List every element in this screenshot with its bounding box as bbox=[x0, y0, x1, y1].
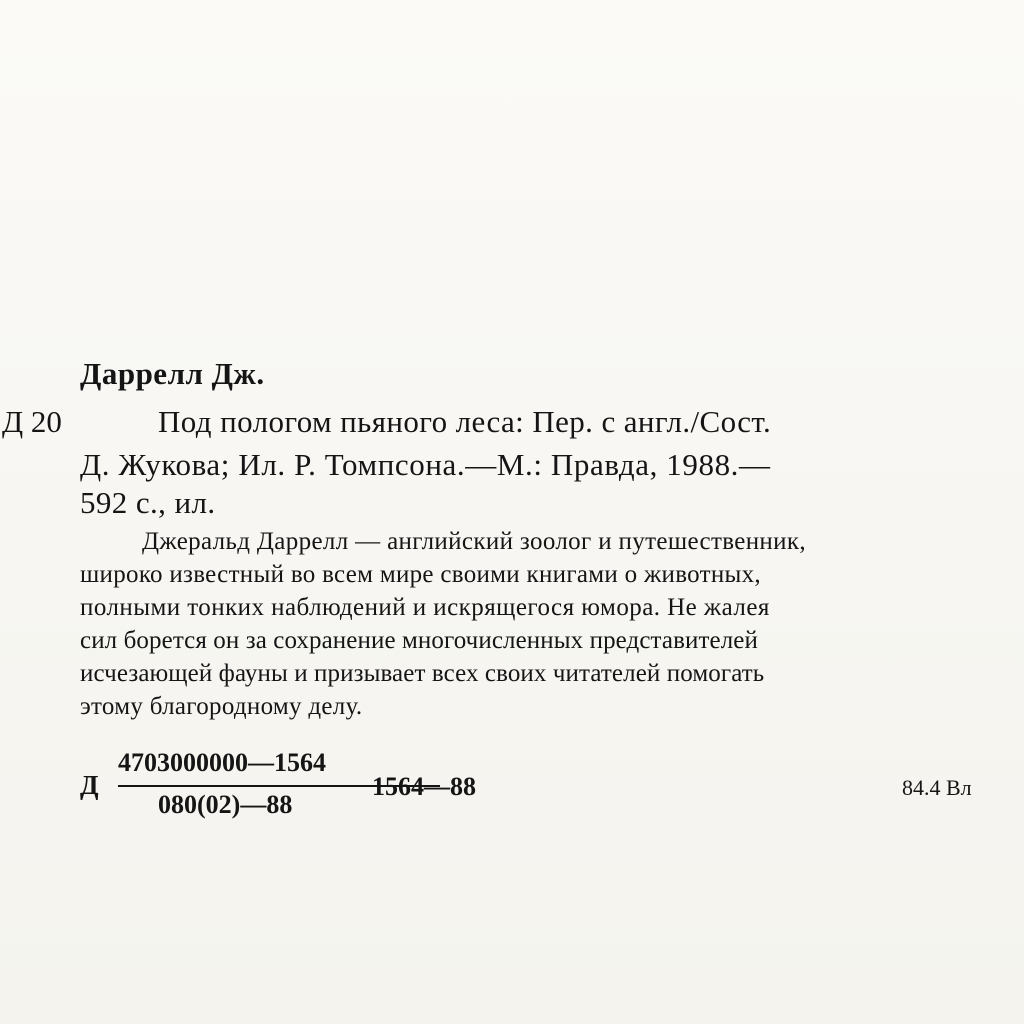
annotation-line: этому благородному делу. bbox=[80, 693, 363, 720]
imprint-suffix: 1564—88 bbox=[372, 772, 476, 801]
annotation-line: сил борется он за сохранение многочисленных представителей bbox=[80, 627, 758, 654]
annotation-line: полными тонких наблюдений и искрящегося юмора. Не жалея bbox=[80, 594, 770, 621]
bbk-code: 84.4 Вл bbox=[902, 775, 972, 800]
imprint-formula bbox=[80, 748, 500, 828]
imprint-denominator: 080(02)—88 bbox=[158, 790, 293, 819]
author-name: Даррелл Дж. bbox=[80, 356, 265, 391]
reference-line: Под пологом пьяного леса: Пер. с англ./Сост. bbox=[158, 404, 772, 439]
catalog-code: Д 20 bbox=[2, 404, 62, 439]
reference-line: 592 с., ил. bbox=[80, 485, 216, 520]
imprint-numerator: 4703000000—1564 bbox=[118, 748, 326, 777]
imprint-letter: Д bbox=[80, 770, 99, 800]
annotation-line: исчезающей фауны и призывает всех своих читателей помогать bbox=[80, 660, 765, 687]
annotation-line: широко известный во всем мире своими книгами о животных, bbox=[80, 561, 761, 588]
annotation-line: Джеральд Даррелл — английский зоолог и путешественник, bbox=[142, 528, 806, 555]
reference-line: Д. Жукова; Ил. Р. Томпсона.—М.: Правда, 1988.— bbox=[80, 447, 771, 482]
